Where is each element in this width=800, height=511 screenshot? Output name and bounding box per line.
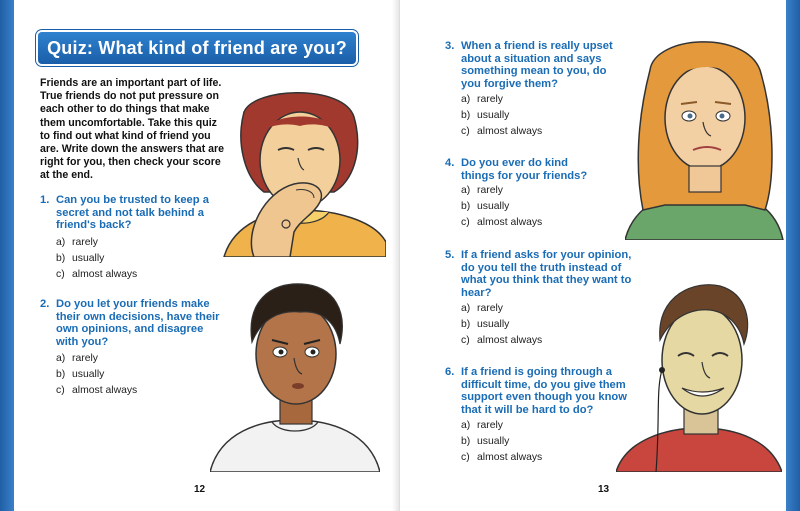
option-c: c) almost always bbox=[461, 126, 543, 137]
option-a: a) rarely bbox=[461, 303, 503, 314]
question-text: If a friend asks for your opinion, do you tell the truth instead of what you think that they want to hear? bbox=[461, 249, 632, 299]
question-text: When a friend is really upset about a situation and says something mean to you, do you forgive them? bbox=[461, 40, 613, 90]
right-page-edge bbox=[786, 0, 800, 511]
left-page bbox=[0, 0, 396, 511]
option-a: a) rarely bbox=[461, 94, 503, 105]
smiling-man-illustration bbox=[616, 280, 782, 472]
question-text: Do you ever do kind things for your friends? bbox=[461, 157, 588, 182]
girl-covering-mouth-illustration bbox=[214, 92, 386, 257]
question-number: 4. bbox=[445, 157, 455, 169]
option-c: c) almost always bbox=[461, 335, 543, 346]
option-b: b) usually bbox=[461, 319, 510, 330]
option-a: a) rarely bbox=[461, 185, 503, 196]
question-number: 2. bbox=[40, 298, 50, 310]
right-page bbox=[400, 0, 800, 511]
question-number: 6. bbox=[445, 366, 455, 378]
left-page-edge bbox=[0, 0, 14, 511]
option-c: c) almost always bbox=[56, 269, 138, 280]
option-b: b) usually bbox=[56, 369, 105, 380]
question-text: If a friend is going through a difficult time, do you give them support even though you know that it will be hard to do? bbox=[461, 366, 627, 416]
option-c: c) almost always bbox=[461, 217, 543, 228]
title-banner bbox=[38, 32, 356, 64]
intro-paragraph: Friends are an important part of life. True friends do not put pressure on each other to do things that make them uncomfortable. Take this quiz to find out what kind of friend you are. Write down the answers that are right for you, then check your score at the end. bbox=[40, 77, 225, 182]
question-text: Can you be trusted to keep a secret and not talk behind a friend's back? bbox=[56, 194, 209, 232]
option-a: a) rarely bbox=[56, 237, 98, 248]
option-c: c) almost always bbox=[461, 452, 543, 463]
option-c: c) almost always bbox=[56, 385, 138, 396]
question-number: 5. bbox=[445, 249, 455, 261]
worried-boy-illustration bbox=[210, 282, 380, 472]
option-b: b) usually bbox=[56, 253, 105, 264]
page-number-left: 12 bbox=[194, 484, 206, 495]
page-title: Quiz: What kind of friend are you? bbox=[47, 38, 347, 58]
question-number: 3. bbox=[445, 40, 455, 52]
question-number: 1. bbox=[40, 194, 50, 206]
upset-girl-illustration bbox=[625, 30, 785, 240]
page-number-right: 13 bbox=[598, 484, 610, 495]
option-b: b) usually bbox=[461, 201, 510, 212]
question-text: Do you let your friends make their own decisions, have their own opinions, and disagree with you? bbox=[56, 298, 220, 348]
option-b: b) usually bbox=[461, 436, 510, 447]
option-a: a) rarely bbox=[56, 353, 98, 364]
option-b: b) usually bbox=[461, 110, 510, 121]
option-a: a) rarely bbox=[461, 420, 503, 431]
